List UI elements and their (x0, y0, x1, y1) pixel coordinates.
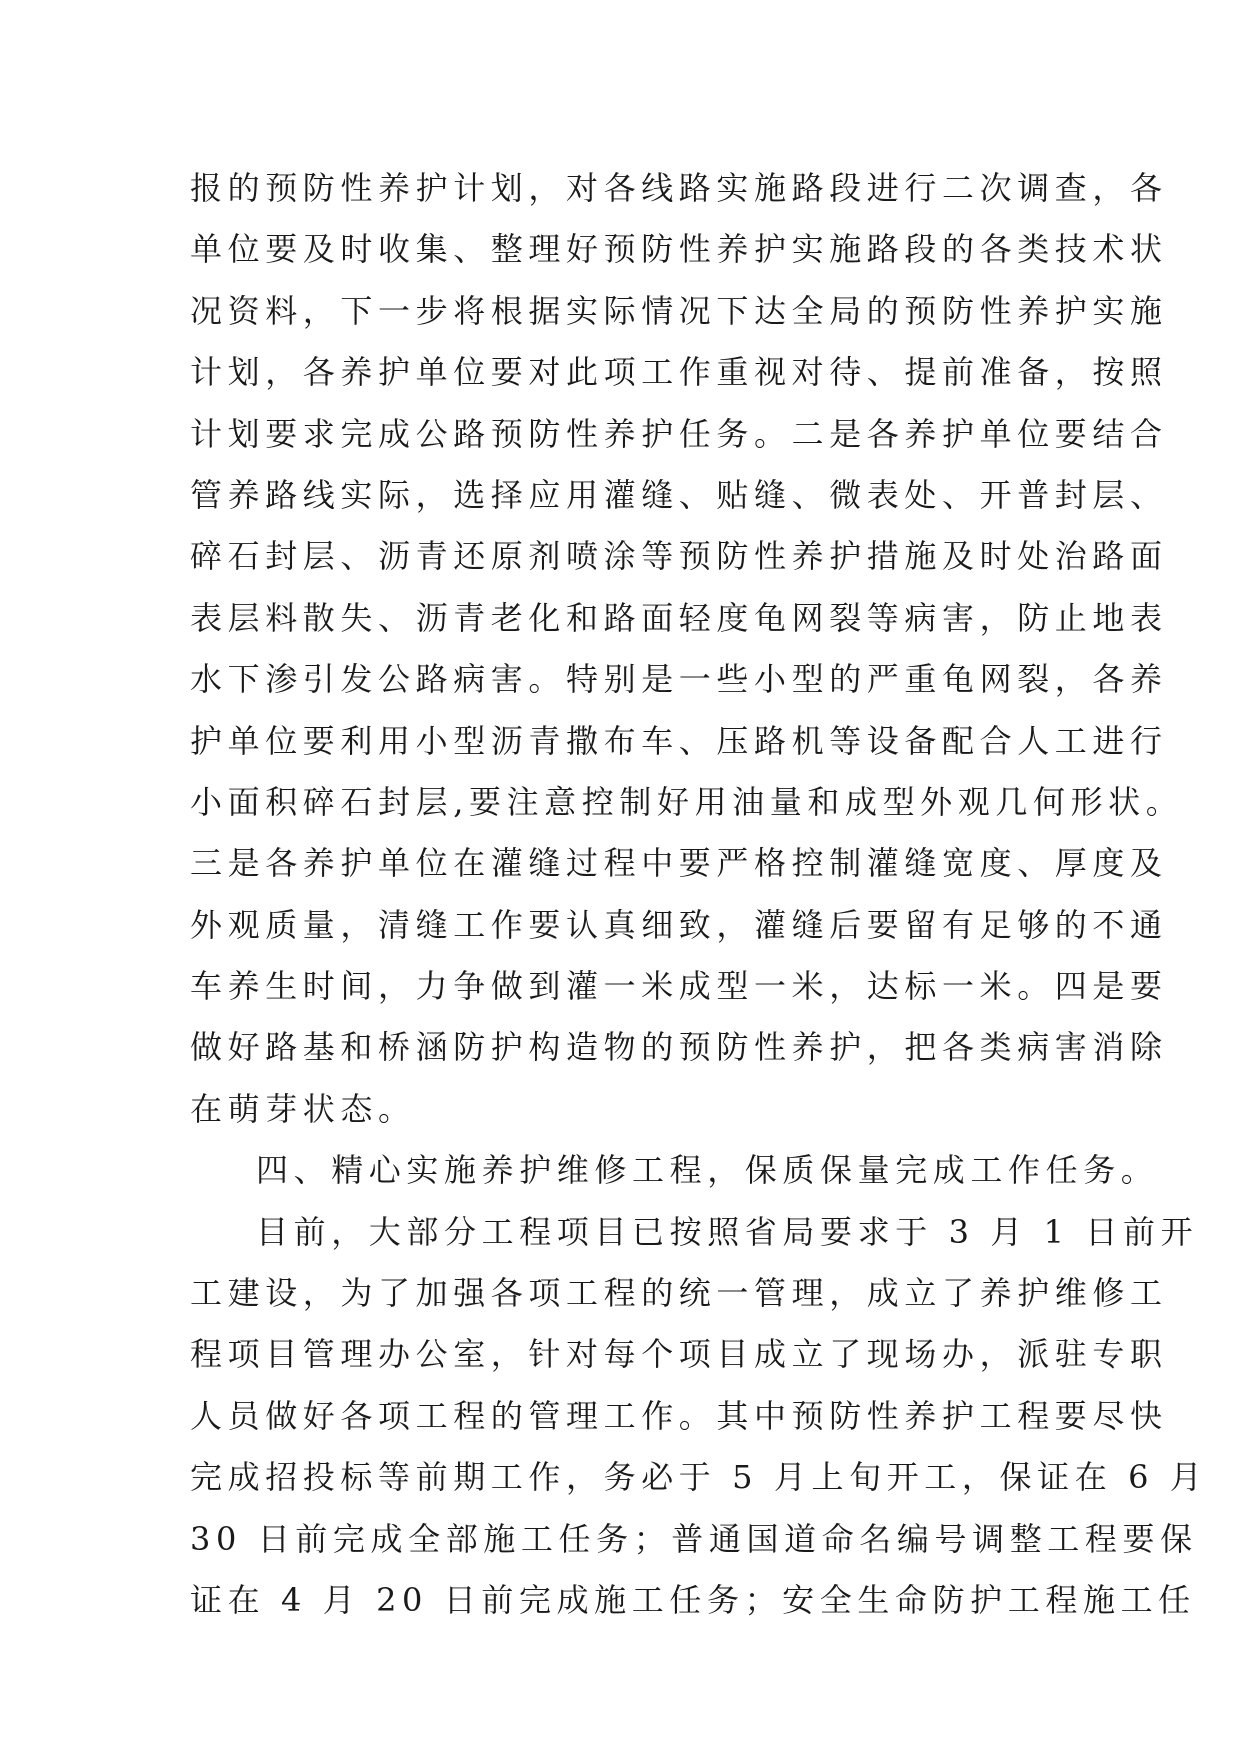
text-line: 报的预防性养护计划，对各线路实施路段进行二次调查，各 (190, 169, 1168, 207)
body-text (190, 158, 1208, 1631)
text-line: 程项目管理办公室，针对每个项目成立了现场办，派驻专职 (190, 1335, 1168, 1374)
text-line: 做好路基和桥涵防护构造物的预防性养护，把各类病害消除 (190, 1028, 1168, 1067)
text-line: 计划，各养护单位要对此项工作重视对待、提前准备，按照 (190, 353, 1168, 392)
text-line: 三是各养护单位在灌缝过程中要严格控制灌缝宽度、厚度及 (190, 844, 1168, 883)
text-line: 水下渗引发公路病害。特别是一些小型的严重龟网裂，各养 (190, 660, 1168, 699)
text-line: 单位要及时收集、整理好预防性养护实施路段的各类技术状 (190, 230, 1168, 269)
text-line: 30 日前完成全部施工任务；普通国道命名编号调整工程要保 (190, 1519, 1198, 1558)
text-line: 完成招投标等前期工作，务必于 5 月上旬开工，保证在 6 月 (190, 1458, 1208, 1497)
text-line: 车养生时间，力争做到灌一米成型一米，达标一米。四是要 (190, 967, 1168, 1006)
text-line: 计划要求完成公路预防性养护任务。二是各养护单位要结合 (190, 414, 1168, 453)
section-heading: 四、精心实施养护维修工程，保质保量完成工作任务。 (256, 1151, 1159, 1190)
text-line: 况资料，下一步将根据实际情况下达全局的预防性养护实施 (190, 291, 1168, 330)
text-line: 碎石封层、沥青还原剂喷涂等预防性养护措施及时处治路面 (190, 537, 1168, 576)
text-line: 工建设，为了加强各项工程的统一管理，成立了养护维修工 (190, 1274, 1168, 1313)
text-line: 外观质量，清缝工作要认真细致，灌缝后要留有足够的不通 (190, 905, 1168, 944)
text-line: 人员做好各项工程的管理工作。其中预防性养护工程要尽快 (190, 1396, 1168, 1435)
text-line: 护单位要利用小型沥青撒布车、压路机等设备配合人工进行 (190, 721, 1168, 760)
text-line: 小面积碎石封层,要注意控制好用油量和成型外观几何形状。 (190, 782, 1184, 821)
text-line: 在萌芽状态。 (190, 1089, 416, 1128)
text-line: 目前，大部分工程项目已按照省局要求于 3 月 1 日前开 (256, 1212, 1199, 1251)
text-line: 管养路线实际，选择应用灌缝、贴缝、微表处、开普封层、 (190, 475, 1168, 514)
text-line: 证在 4 月 20 日前完成施工任务；安全生命防护工程施工任 (190, 1580, 1196, 1619)
text-line: 表层料散失、沥青老化和路面轻度龟网裂等病害，防止地表 (190, 598, 1168, 637)
